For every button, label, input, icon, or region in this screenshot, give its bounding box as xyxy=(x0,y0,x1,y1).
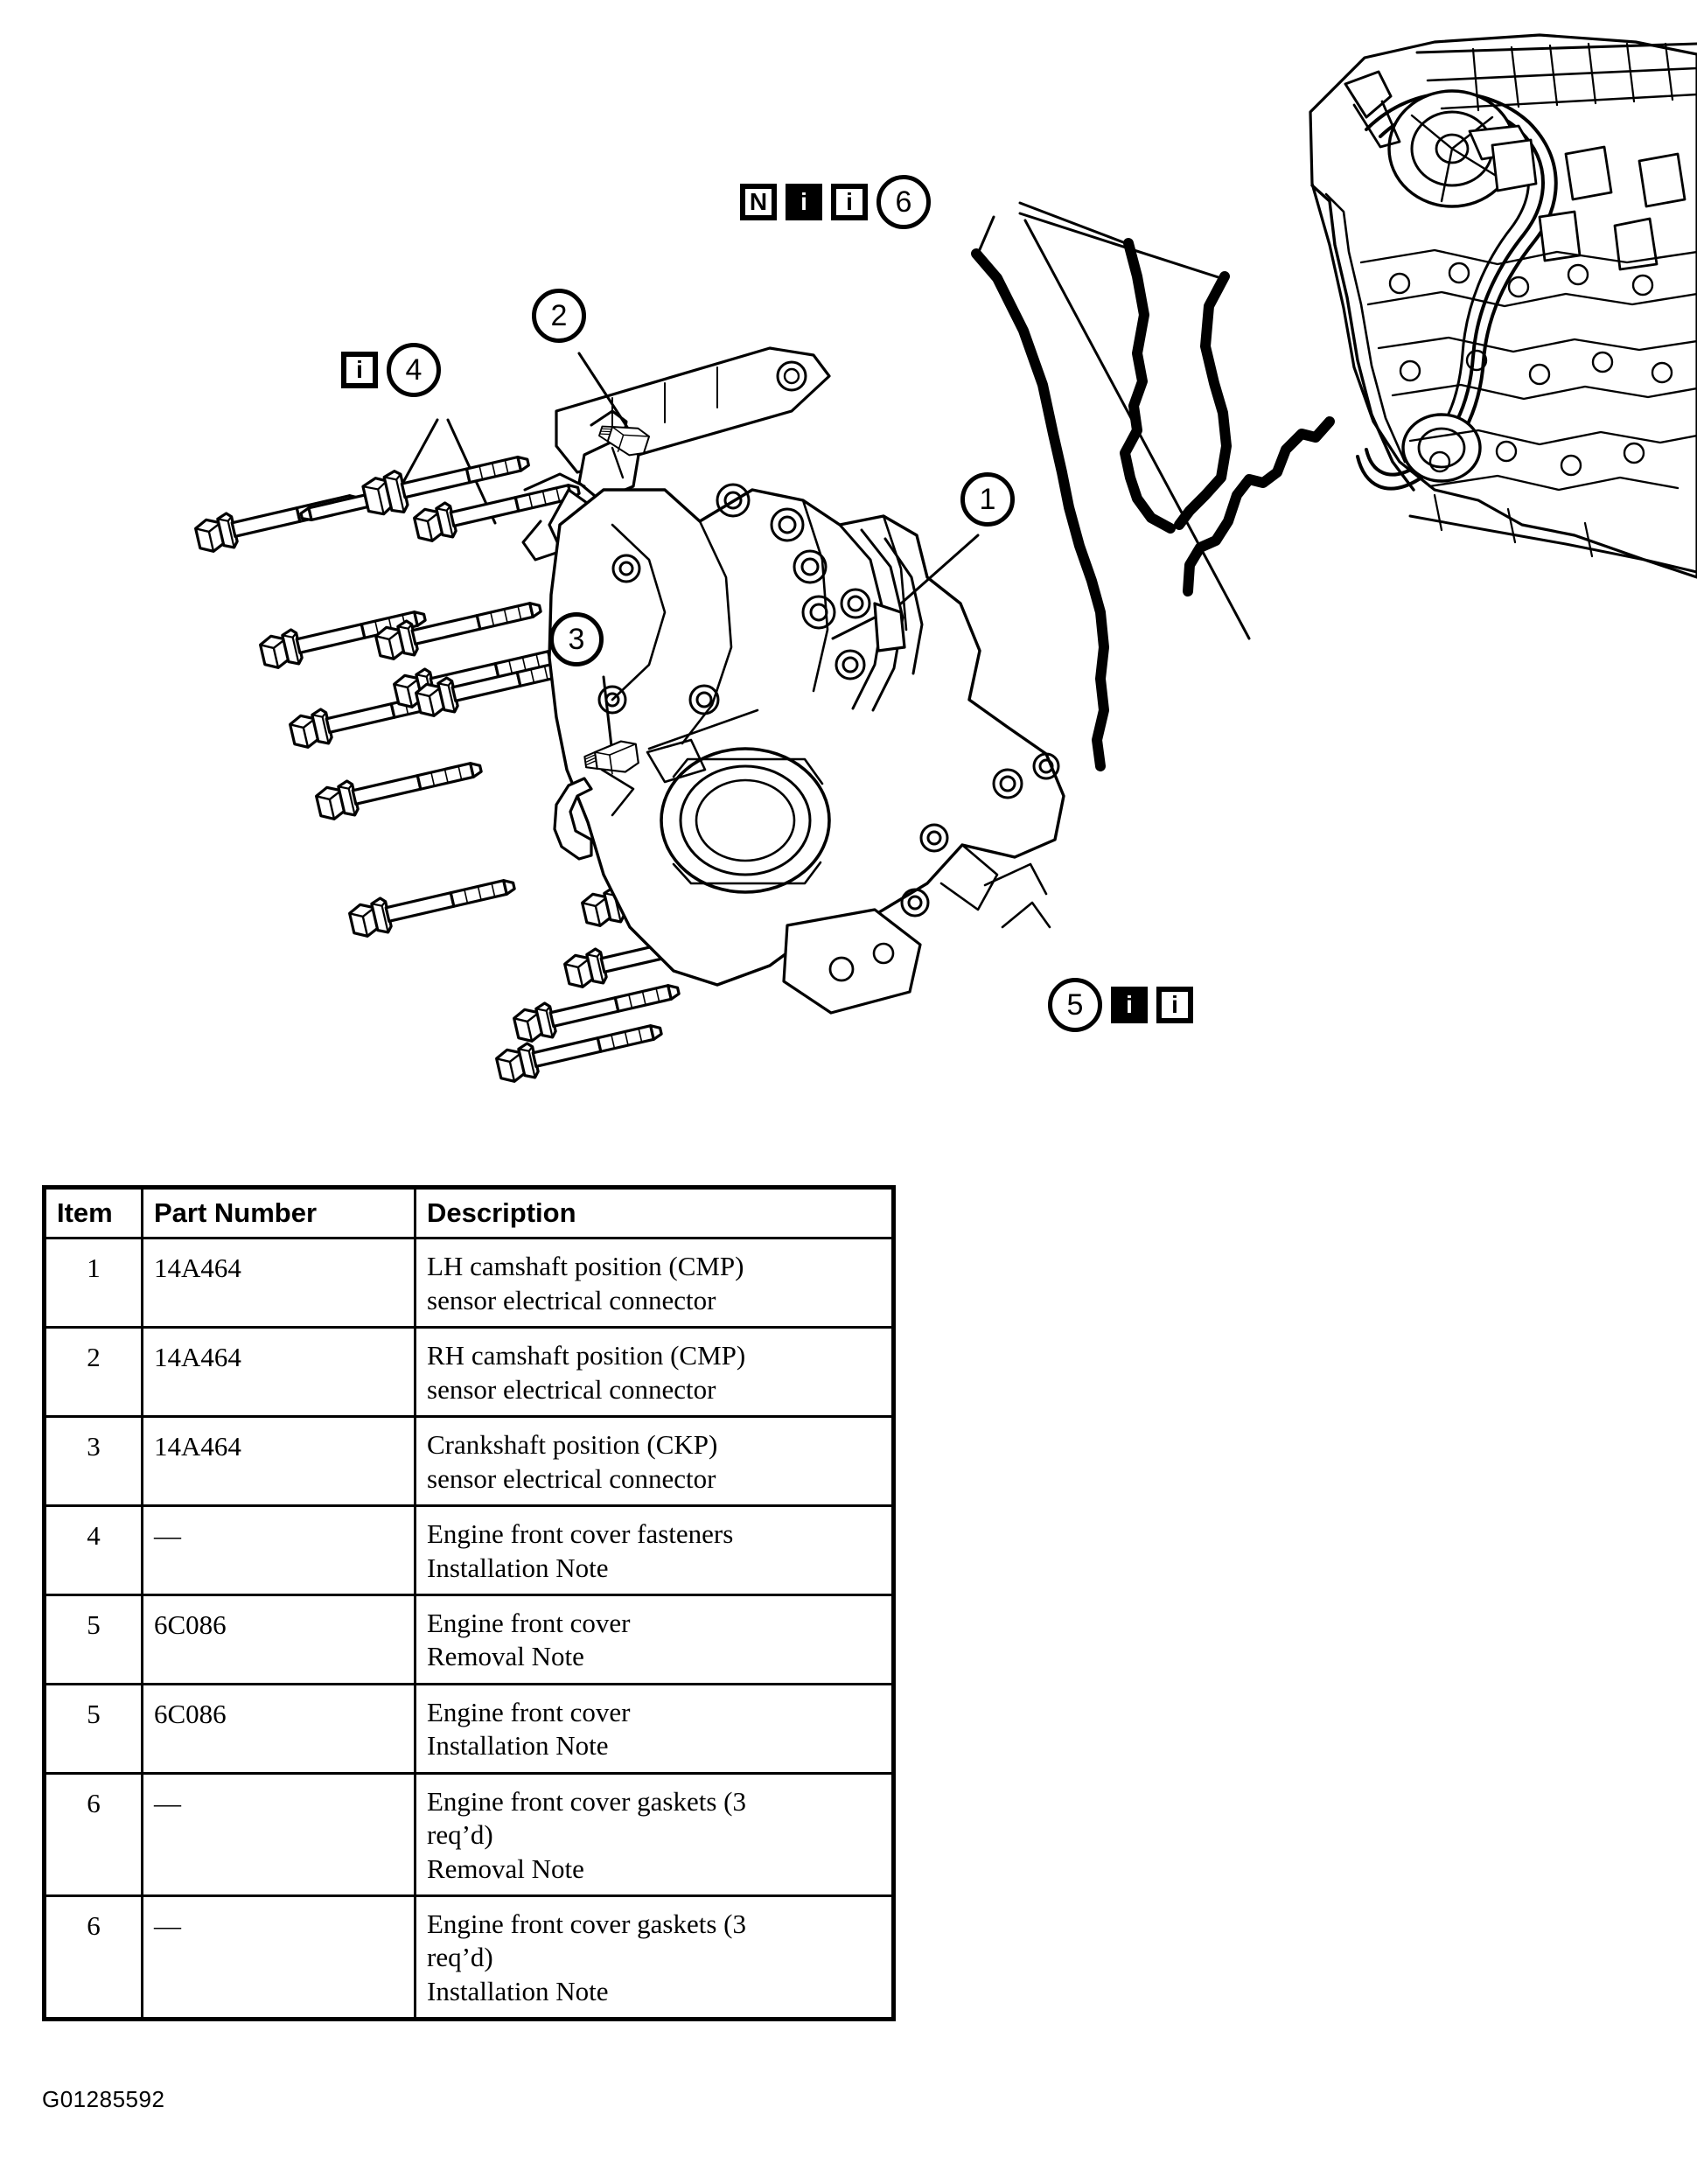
column-header-item: Item xyxy=(45,1188,143,1239)
description-line: Engine front cover xyxy=(427,1607,631,1638)
description-line: req’d) xyxy=(427,1819,493,1851)
callout-5: 5 xyxy=(1048,978,1102,1032)
ref-box-info-top: i xyxy=(831,184,868,220)
table-row xyxy=(45,1594,894,1684)
callout-2-wrap xyxy=(532,289,586,343)
table-header-row xyxy=(45,1188,894,1239)
description-line: Engine front cover gaskets (3 xyxy=(427,1908,746,1939)
table-row xyxy=(45,1773,894,1895)
parts-table xyxy=(42,1185,896,2021)
cell-part-number: 6C086 xyxy=(143,1684,416,1773)
cell-item: 4 xyxy=(45,1506,143,1595)
cell-item: 6 xyxy=(45,1773,143,1895)
ref-box-info-bottom: i xyxy=(1156,987,1193,1023)
ref-box-info-left: i xyxy=(341,352,378,388)
description-line: Engine front cover fasteners xyxy=(427,1518,734,1550)
description-line: Crankshaft position (CKP) xyxy=(427,1429,718,1461)
callout-2: 2 xyxy=(532,289,586,343)
table-row xyxy=(45,1506,894,1595)
callout-1-wrap xyxy=(960,472,1015,527)
cell-description xyxy=(416,1328,894,1417)
column-header-desc: Description xyxy=(416,1188,894,1239)
marker-group-top xyxy=(740,175,931,229)
description-line: LH camshaft position (CMP) xyxy=(427,1251,744,1282)
cell-description xyxy=(416,1684,894,1773)
ref-box-info-inverted-bottom: i xyxy=(1111,987,1148,1023)
cell-description xyxy=(416,1773,894,1895)
cell-item: 3 xyxy=(45,1417,143,1506)
table-row xyxy=(45,1896,894,2020)
table-row xyxy=(45,1684,894,1773)
cell-item: 5 xyxy=(45,1684,143,1773)
table-row xyxy=(45,1239,894,1328)
cell-description xyxy=(416,1506,894,1595)
cell-part-number: 14A464 xyxy=(143,1417,416,1506)
cell-part-number: 14A464 xyxy=(143,1328,416,1417)
column-header-part: Part Number xyxy=(143,1188,416,1239)
description-line: Engine front cover gaskets (3 xyxy=(427,1785,746,1817)
cell-part-number: — xyxy=(143,1896,416,2020)
ref-box-info-inverted-top: i xyxy=(786,184,822,220)
table-row xyxy=(45,1417,894,1506)
cell-item: 5 xyxy=(45,1594,143,1684)
parts-table-container xyxy=(42,1185,896,2021)
description-line: sensor electrical connector xyxy=(427,1373,716,1405)
table-row xyxy=(45,1328,894,1417)
description-line: sensor electrical connector xyxy=(427,1284,716,1315)
cell-description xyxy=(416,1896,894,2020)
description-line: req’d) xyxy=(427,1942,493,1973)
description-line: Installation Note xyxy=(427,1730,609,1762)
cell-description xyxy=(416,1417,894,1506)
description-line: Engine front cover xyxy=(427,1696,631,1727)
cell-description xyxy=(416,1594,894,1684)
description-line: Installation Note xyxy=(427,1975,609,2006)
marker-group-left xyxy=(341,343,441,397)
description-line: Removal Note xyxy=(427,1641,584,1672)
figure-id-label: G01285592 xyxy=(42,2086,165,2112)
cell-item: 2 xyxy=(45,1328,143,1417)
callout-3-wrap xyxy=(549,612,604,666)
cell-item: 1 xyxy=(45,1239,143,1328)
ref-box-note-n: N xyxy=(740,184,777,220)
callout-3: 3 xyxy=(549,612,604,666)
callout-6: 6 xyxy=(876,175,931,229)
cell-part-number: 6C086 xyxy=(143,1594,416,1684)
cell-part-number: 14A464 xyxy=(143,1239,416,1328)
description-line: sensor electrical connector xyxy=(427,1462,716,1494)
description-line: Installation Note xyxy=(427,1552,609,1583)
cell-part-number: — xyxy=(143,1773,416,1895)
description-line: Removal Note xyxy=(427,1853,584,1884)
description-line: RH camshaft position (CMP) xyxy=(427,1340,746,1371)
callout-4: 4 xyxy=(387,343,441,397)
marker-group-bottom xyxy=(1048,978,1193,1032)
cell-part-number: — xyxy=(143,1506,416,1595)
cell-description xyxy=(416,1239,894,1328)
callout-1: 1 xyxy=(960,472,1015,527)
cell-item: 6 xyxy=(45,1896,143,2020)
